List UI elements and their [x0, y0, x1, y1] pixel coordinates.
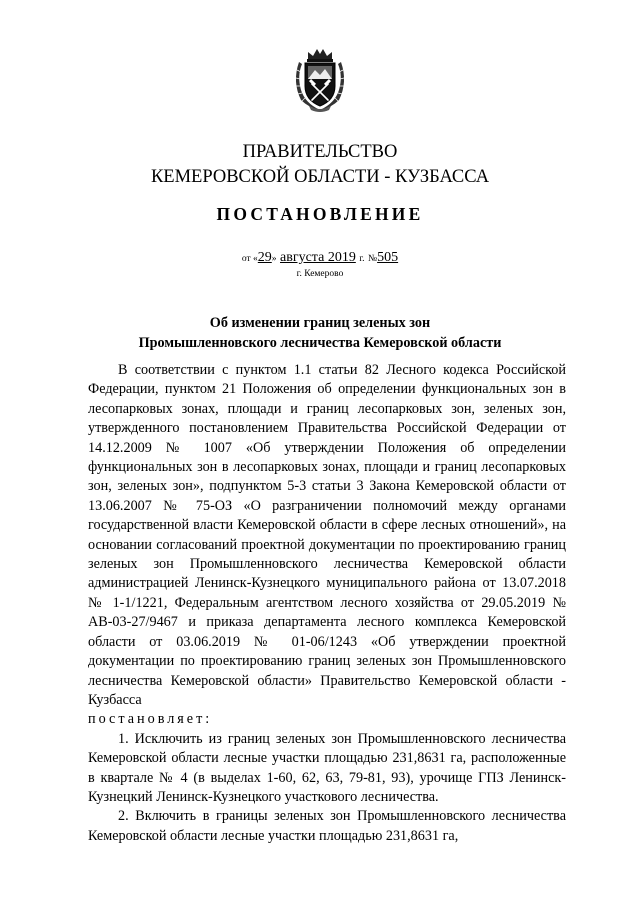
item-1-paragraph: 1. Исключить из границ зеленых зон Промышленновского лесничества Кемеровской области лесные участки площадью 231,8631 га, расположенные в квартале № 4 (в выделах 1-60, 62, 63, 79-81, 93), урочище ГПЗ Ленинск-Кузнецкий Ленинск-Кузнецкого участкового лесничества.: [88, 730, 566, 805]
document-title-line1: Об изменении границ зеленых зон: [209, 315, 431, 331]
preamble-paragraph: В соответствии с пунктом 1.1 статьи 82 Лесного кодекса Российской Федерации, пунктом 21 Положения об определении функциональных зон в лесопарковых зонах, площади и границ лесопарковых зон, зеленых зон, утвержденного постановлением Правительства Российской Федерации от 14.12.2009 № 1007 «Об утверждении Положения об определении функциональных зон в лесопарковых зонах, площади и границ лесопарковых зон, зеленых зон», подпунктом 5-3 статьи 3 Закона Кемеровской области от 13.06.2007 № 75-ОЗ «О разграничении полномочий между органами государственной власти Кемеровской области в сфере лесных отношений», на основании согласований проектной документации по проектированию границ зеленых зон Промышленновского лесничества Кемеровской области администрацией Ленинск-Кузнецкого муниципального района от 13.07.2018 № 1-1/1221, Федеральным агентством лесного хозяйства от 29.05.2019 № АВ-03-27/9467 и приказа департамента лесного комплекса Кемеровской области от 03.06.2019 № 01-06/1243 «Об утверждении проектной документации по проектированию границ зеленых зон Промышленновского лесничества Кемеровской области» Правительство Кемеровской области - Кузбасса: [88, 362, 566, 708]
date-year-suffix: г.: [359, 254, 365, 264]
decree-word: постановляет:: [88, 711, 213, 728]
item-2-paragraph: 2. Включить в границы зеленых зон Промышленновского лесничества Кемеровской области лесные участки площадью 231,8631 га,: [88, 808, 566, 844]
date-day: 29: [257, 250, 272, 265]
document-title-line2: Промышленновского лесничества Кемеровской области: [138, 335, 502, 351]
government-title-line1: ПРАВИТЕЛЬСТВО: [242, 142, 398, 162]
document-type-heading: ПОСТАНОВЛЕНИЕ: [216, 204, 424, 224]
date-number-line: [0, 250, 640, 266]
government-title-line2: КЕМЕРОВСКОЙ ОБЛАСТИ - КУЗБАССА: [150, 167, 490, 187]
number-label: №: [368, 254, 378, 264]
coat-of-arms-emblem: [291, 48, 349, 112]
date-close-quote: »: [271, 254, 277, 264]
date-month-year: августа 2019: [280, 250, 356, 265]
document-body: [88, 361, 566, 846]
city-label: г. Кемерово: [296, 269, 344, 279]
document-number: 505: [377, 250, 399, 265]
date-ot-label: от «: [241, 254, 258, 264]
